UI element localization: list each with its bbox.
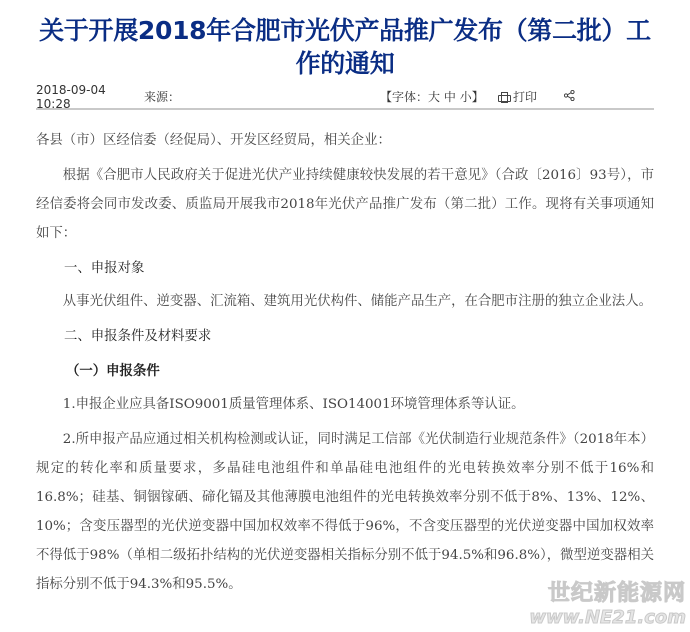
section-heading: 一、申报对象 [64, 261, 145, 276]
source-label: 来源： [144, 90, 181, 104]
font-size-small-link[interactable]: 小 [459, 90, 472, 104]
article-body [36, 126, 654, 599]
condition-item: 1.申报企业应具备ISO9001质量管理体系、ISO14001环境管理体系等认证。 [62, 397, 525, 412]
font-size-control [380, 88, 498, 105]
site-watermark [529, 576, 686, 628]
publish-date: 2018-09-04 10:28 [36, 82, 106, 111]
watermark-url: www.NE21.com [529, 607, 686, 628]
condition-item: 2.所申报产品应通过相关机构检测或认证，同时满足工信部《光伏制造行业规范条件》（2018年本）规定的转化率和质量要求，多晶硅电池组件和单晶硅电池组件的光电转换效率分别不低于16%和16.8%；硅基、铜铟镓硒、碲化镉及其他薄膜电池组件的光电转换效率分别不低于8%、13%、12%、10%；含变压器型的光伏逆变器中国加权效率不得低于96%，不含变压器型的光伏逆变器中国加权效率不得低于98%（单相二级拓扑结构的光伏逆变器相关指标分别不低于94.5%和96.8%），微型逆变器相关指标分别不低于94.3%和95.5%。 [36, 432, 654, 592]
font-size-suffix: 】 [471, 90, 484, 104]
greeting-paragraph: 各县（市）区经信委（经促局）、开发区经贸局，相关企业： [36, 133, 391, 148]
share-icon[interactable] [564, 90, 575, 104]
print-button[interactable] [498, 88, 564, 105]
article-meta-bar [36, 82, 654, 111]
section-heading: 二、申报条件及材料要求 [64, 329, 212, 344]
share-icon-glyph [564, 90, 575, 101]
printer-icon [498, 92, 510, 102]
font-size-large-link[interactable]: 大 [428, 90, 441, 104]
print-label: 打印 [513, 90, 538, 104]
font-size-prefix: 【字体： [380, 90, 429, 104]
intro-paragraph: 根据《合肥市人民政府关于促进光伏产业持续健康较快发展的若干意见》（合政〔2016〕93号），市经信委将会同市发改委、质监局开展我市2018年光伏产品推广发布（第二批）工作。现将有关事项通知如下： [36, 168, 654, 241]
section1-paragraph: 从事光伏组件、逆变器、汇流箱、建筑用光伏构件、储能产品生产，在合肥市注册的独立企业法人。 [62, 294, 652, 309]
subsection-heading: （一）申报条件 [66, 364, 160, 379]
watermark-cn: 世纪新能源网 [547, 581, 686, 606]
article-title: 关于开展2018年合肥市光伏产品推广发布（第二批）工作的通知 [39, 16, 651, 78]
font-size-medium-link[interactable]: 中 [443, 90, 456, 104]
